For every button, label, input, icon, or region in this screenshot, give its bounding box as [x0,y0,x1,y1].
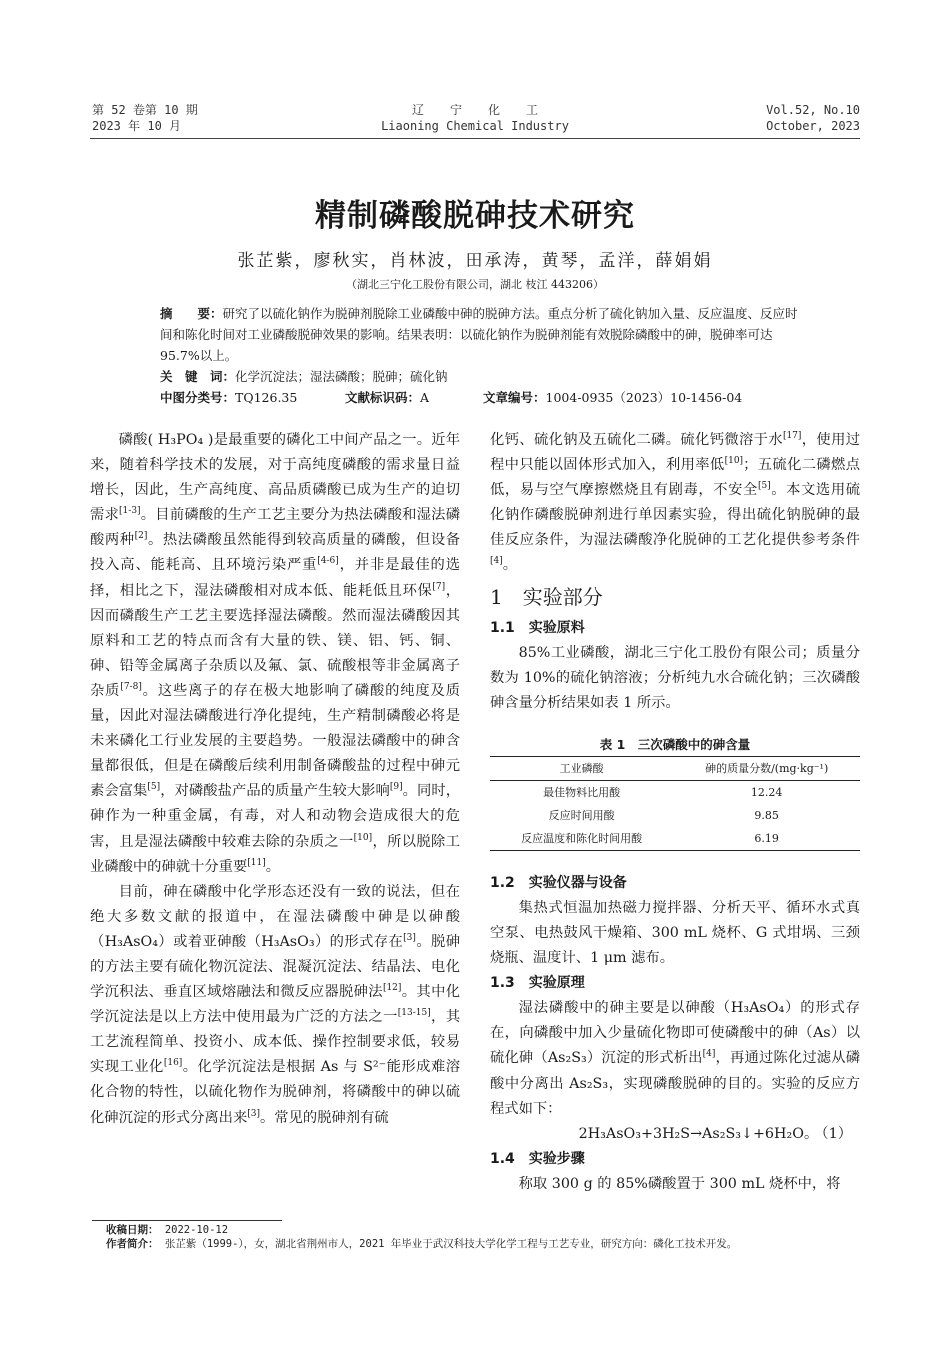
table-cell: 反应时间用酸 [548,808,615,822]
journal-name-cn: 辽宁化工 [411,103,564,117]
keywords-label: 关 键 词： [160,369,236,384]
table-header-arsenic: 砷的质量分数/(mg·kg⁻¹) [673,756,860,780]
section-heading-1: 1 实验部分 [490,584,603,609]
table-header-row [490,756,860,780]
header-center [330,102,620,134]
author-bio-label: 作者简介： [106,1238,159,1250]
table-cell: 9.85 [754,808,779,822]
header-rule [90,138,860,139]
author-bio-text: 张芷紫（1999-），女，湖北省荆州市人，2021 年毕业于武汉科技大学化学工程与工艺专业，研究方向：磷化工技术开发。 [164,1238,738,1250]
table-row [490,780,860,804]
keywords-text: 化学沉淀法；湿法磷酸；脱砷；硫化钠 [235,369,448,384]
affiliation: （湖北三宁化工股份有限公司，湖北 枝江 443206） [346,278,604,291]
table-1-title: 表 1 三次磷酸中的砷含量 [599,736,751,752]
paper-title: 精制磷酸脱砷技术研究 [315,198,635,234]
materials-paragraph: 85%工业磷酸，湖北三宁化工股份有限公司；质量分数为 10%的硫化钠溶液；分析纯九水合硫化钠；三次磷酸砷含量分析结果如表 1 所示。 [490,644,860,711]
received-label: 收稿日期： [106,1224,159,1236]
table-1 [490,756,860,851]
keywords [160,366,800,387]
footnote-rule [92,1220,282,1221]
table-cell: 反应温度和陈化时间用酸 [490,827,673,851]
left-column [90,428,460,1131]
reaction-equation [490,1122,860,1147]
right-column [490,428,860,1197]
article-number-value: 1004-0935（2023）10-1456-04 [545,390,743,405]
author-list: 张芷紫，廖秋实，肖林波，田承涛，黄琴，孟洋，薛娟娟 [237,251,713,271]
volume-cn: 第 52 卷第 10 期 [92,103,198,117]
equation-number: （1） [814,1125,852,1142]
doc-code-value: A [420,390,430,405]
footnote-received [106,1223,228,1238]
subsection-heading-1-4: 1.4 实验步骤 [490,1150,585,1167]
volume-en: Vol.52, No.10 [766,103,860,117]
doc-code-label: 文献标识码： [345,390,421,405]
intro-paragraph-2: 目前，砷在磷酸中化学形态还没有一致的说法，但在绝大多数文献的报道中，在湿法磷酸中砷是以砷酸（H₃AsO₄）或着亚砷酸（H₃AsO₃）的形式存在[3]。脱砷的方法主要有硫化物沉淀法、混凝沉淀法、结晶法、电化学沉积法、垂直区域熔融法和微反应器脱砷法[12]。其中化学沉淀法是以上方法中使用最为广泛的方法之一[13-15]，其工艺流程简单、投资小、成本低、操作控制要求低，较易实现工业化[16]。化学沉淀法是根据 As 与 S²⁻能形成难溶化合物的特性，以硫化物作为脱砷剂，将磷酸中的砷以硫化砷沉淀的形式分离出来[3]。常见的脱砷剂有硫 [90,883,461,1126]
intro-paragraph-3: 化钙、硫化钠及五硫化二磷。硫化钙微溶于水[17]，使用过程中只能以固体形式加入，利用率低[10]；五硫化二磷燃点低，易与空气摩擦燃烧且有剧毒，不安全[5]。本文选用硫化钠作磷酸脱砷剂进行单因素实验，得出硫化钠脱砷的最佳反应条件，为湿法磷酸净化脱砷的工艺化提供参考条件[4]。 [490,431,861,574]
principle-paragraph: 湿法磷酸中的砷主要是以砷酸（H₃AsO₄）的形式存在，向磷酸中加入少量硫化物即可使磷酸中的砷（As）以硫化砷（As₂S₃）沉淀的形式析出[4]，再通过陈化过滤从磷酸中分离出 As₂S₃，实现磷酸脱砷的目的。实验的反应方程式如下： [490,1000,861,1117]
clc-value: TQ126.35 [235,390,298,405]
table-cell: 最佳物料比用酸 [543,785,621,799]
subsection-heading-1-3: 1.3 实验原理 [490,975,585,992]
received-date: 2022-10-12 [164,1224,229,1236]
equation-text: 2H₃AsO₃+3H₂S→As₂S₃↓+6H₂O。 [578,1125,819,1142]
header-left [92,102,198,134]
date-cn: 2023 年 10 月 [92,119,182,133]
journal-name-en: Liaoning Chemical Industry [381,119,569,133]
header-right [766,102,860,134]
article-number-label: 文章编号： [483,390,546,405]
date-en: October, 2023 [766,119,860,133]
intro-paragraph-1: 磷酸( H₃PO₄ )是最重要的磷化工中间产品之一。近年来，随着科学技术的发展，对于高纯度磷酸的需求量日益增长，因此，生产高纯度、高品质磷酸已成为生产的迫切需求[1-3]。目前磷酸的生产工艺主要分为热法磷酸和湿法磷酸两种[2]。热法磷酸虽然能得到较高质量的磷酸，但设备投入高、能耗高、且环境污染严重[4-6]，并非是最佳的选择，相比之下，湿法磷酸相对成本低、能耗低且环保[7]，因而磷酸生产工艺主要选择湿法磷酸。然而湿法磷酸因其原料和工艺的特点而含有大量的铁、镁、铝、钙、铜、砷、铅等金属离子杂质以及氟、氯、硫酸根等非金属离子杂质[7-8]。这些离子的存在极大地影响了磷酸的纯度及质量，因此对湿法磷酸进行净化提纯，生产精制磷酸必将是未来磷化工行业发展的主要趋势。一般湿法磷酸中的砷含量都很低，但是在磷酸后续利用制备磷酸盐的过程中砷元素会富集[5]，对磷酸盐产品的质量产生较大影响[9]。同时，砷作为一种重金属，有毒，对人和动物会造成很大的危害，且是湿法磷酸中较难去除的杂质之一[10]，所以脱除工业磷酸中的砷就十分重要[11]。 [90,432,461,875]
procedure-paragraph: 称取 300 g 的 85%磷酸置于 300 mL 烧杯中，将 [518,1175,841,1192]
table-row [490,827,860,851]
abstract-text: 研究了以硫化钠作为脱砷剂脱除工业磷酸中砷的脱砷方法。重点分析了硫化钠加入量、反应温度、反应时间和陈化时间对工业磷酸脱砷效果的影响。结果表明：以硫化钠作为脱砷剂能有效脱除磷酸中的砷，脱砷率可达 95.7%以上。 [160,306,798,363]
subsection-heading-1-1: 1.1 实验原料 [490,619,585,636]
abstract [160,303,800,366]
equipment-paragraph: 集热式恒温加热磁力搅拌器、分析天平、循环水式真空泵、电热鼓风干燥箱、300 mL 烧杯、G 式坩埚、三颈烧瓶、温度计、1 μm 滤布。 [490,899,860,967]
table-row [490,804,860,827]
footnote-author [106,1237,737,1252]
table-header-sample: 工业磷酸 [490,756,673,780]
subsection-heading-1-2: 1.2 实验仪器与设备 [490,874,627,891]
table-cell: 12.24 [750,785,783,799]
abstract-label: 摘 要： [160,306,223,321]
table-cell: 6.19 [673,827,860,851]
clc-label: 中图分类号： [160,390,236,405]
classification-line [160,387,800,408]
